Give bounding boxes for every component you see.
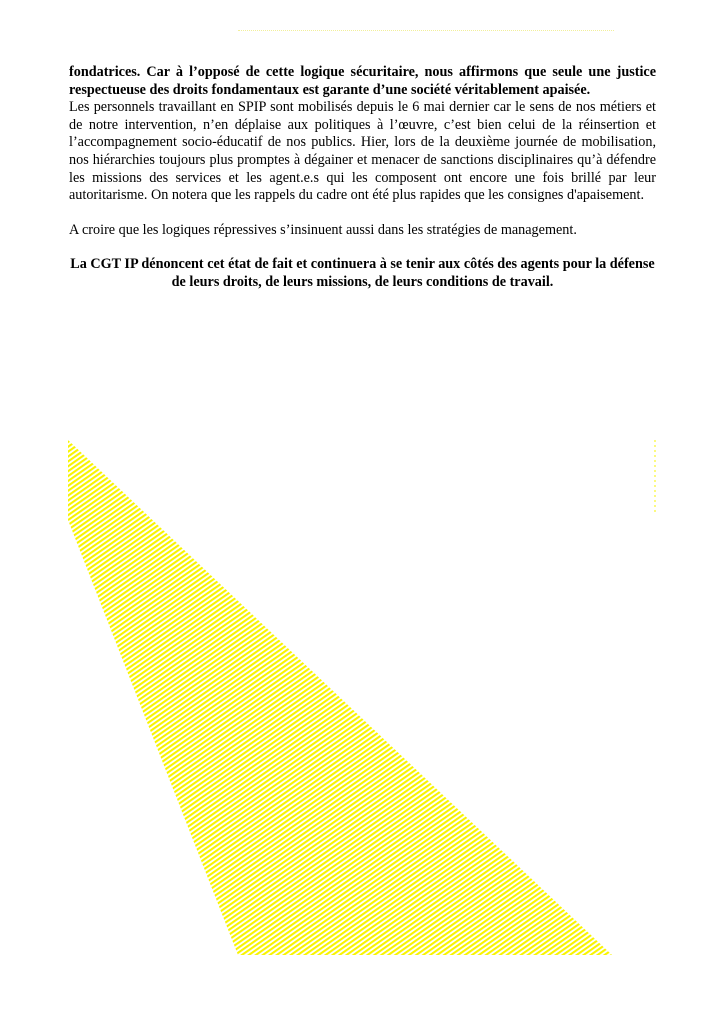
body-paragraph-mobilisation: Les personnels travaillant en SPIP sont mobilisés depuis le 6 mai dernier car le sens de nos métiers et de notre intervention, n’en déplaise aux politiques à l’œuvre, c’est bien celui de la réinsertion et l’accompagnement socio-éducatif de nos publics. Hier, lors de la deuxième journée de mobilisation, nos hiérarchies toujours plus promptes à dégainer et menacer de sanctions disciplinaires qu’à défendre les missions des services et les agent.e.s qui les composent ont encore une fois brillé par leur autoritarisme. On notera que les rappels du cadre ont été plus rapides que les consignes d'apaisement. [69, 99, 656, 204]
conclusion-statement: La CGT IP dénoncent cet état de fait et continuera à se tenir aux côtés des agents pour la défense de leurs droits, de leurs missions, de leurs conditions de travail. [70, 256, 655, 290]
bold-lead-paragraph: fondatrices. Car à l’opposé de cette logique sécuritaire, nous affirmons que seule une justice respectueuse des droits fondamentaux est garante d’une société véritablement apaisée. [69, 64, 656, 98]
body-paragraph-management: A croire que les logiques répressives s’insinuent aussi dans les stratégies de management. [69, 221, 577, 238]
yellow-hatched-triangle [68, 440, 612, 955]
